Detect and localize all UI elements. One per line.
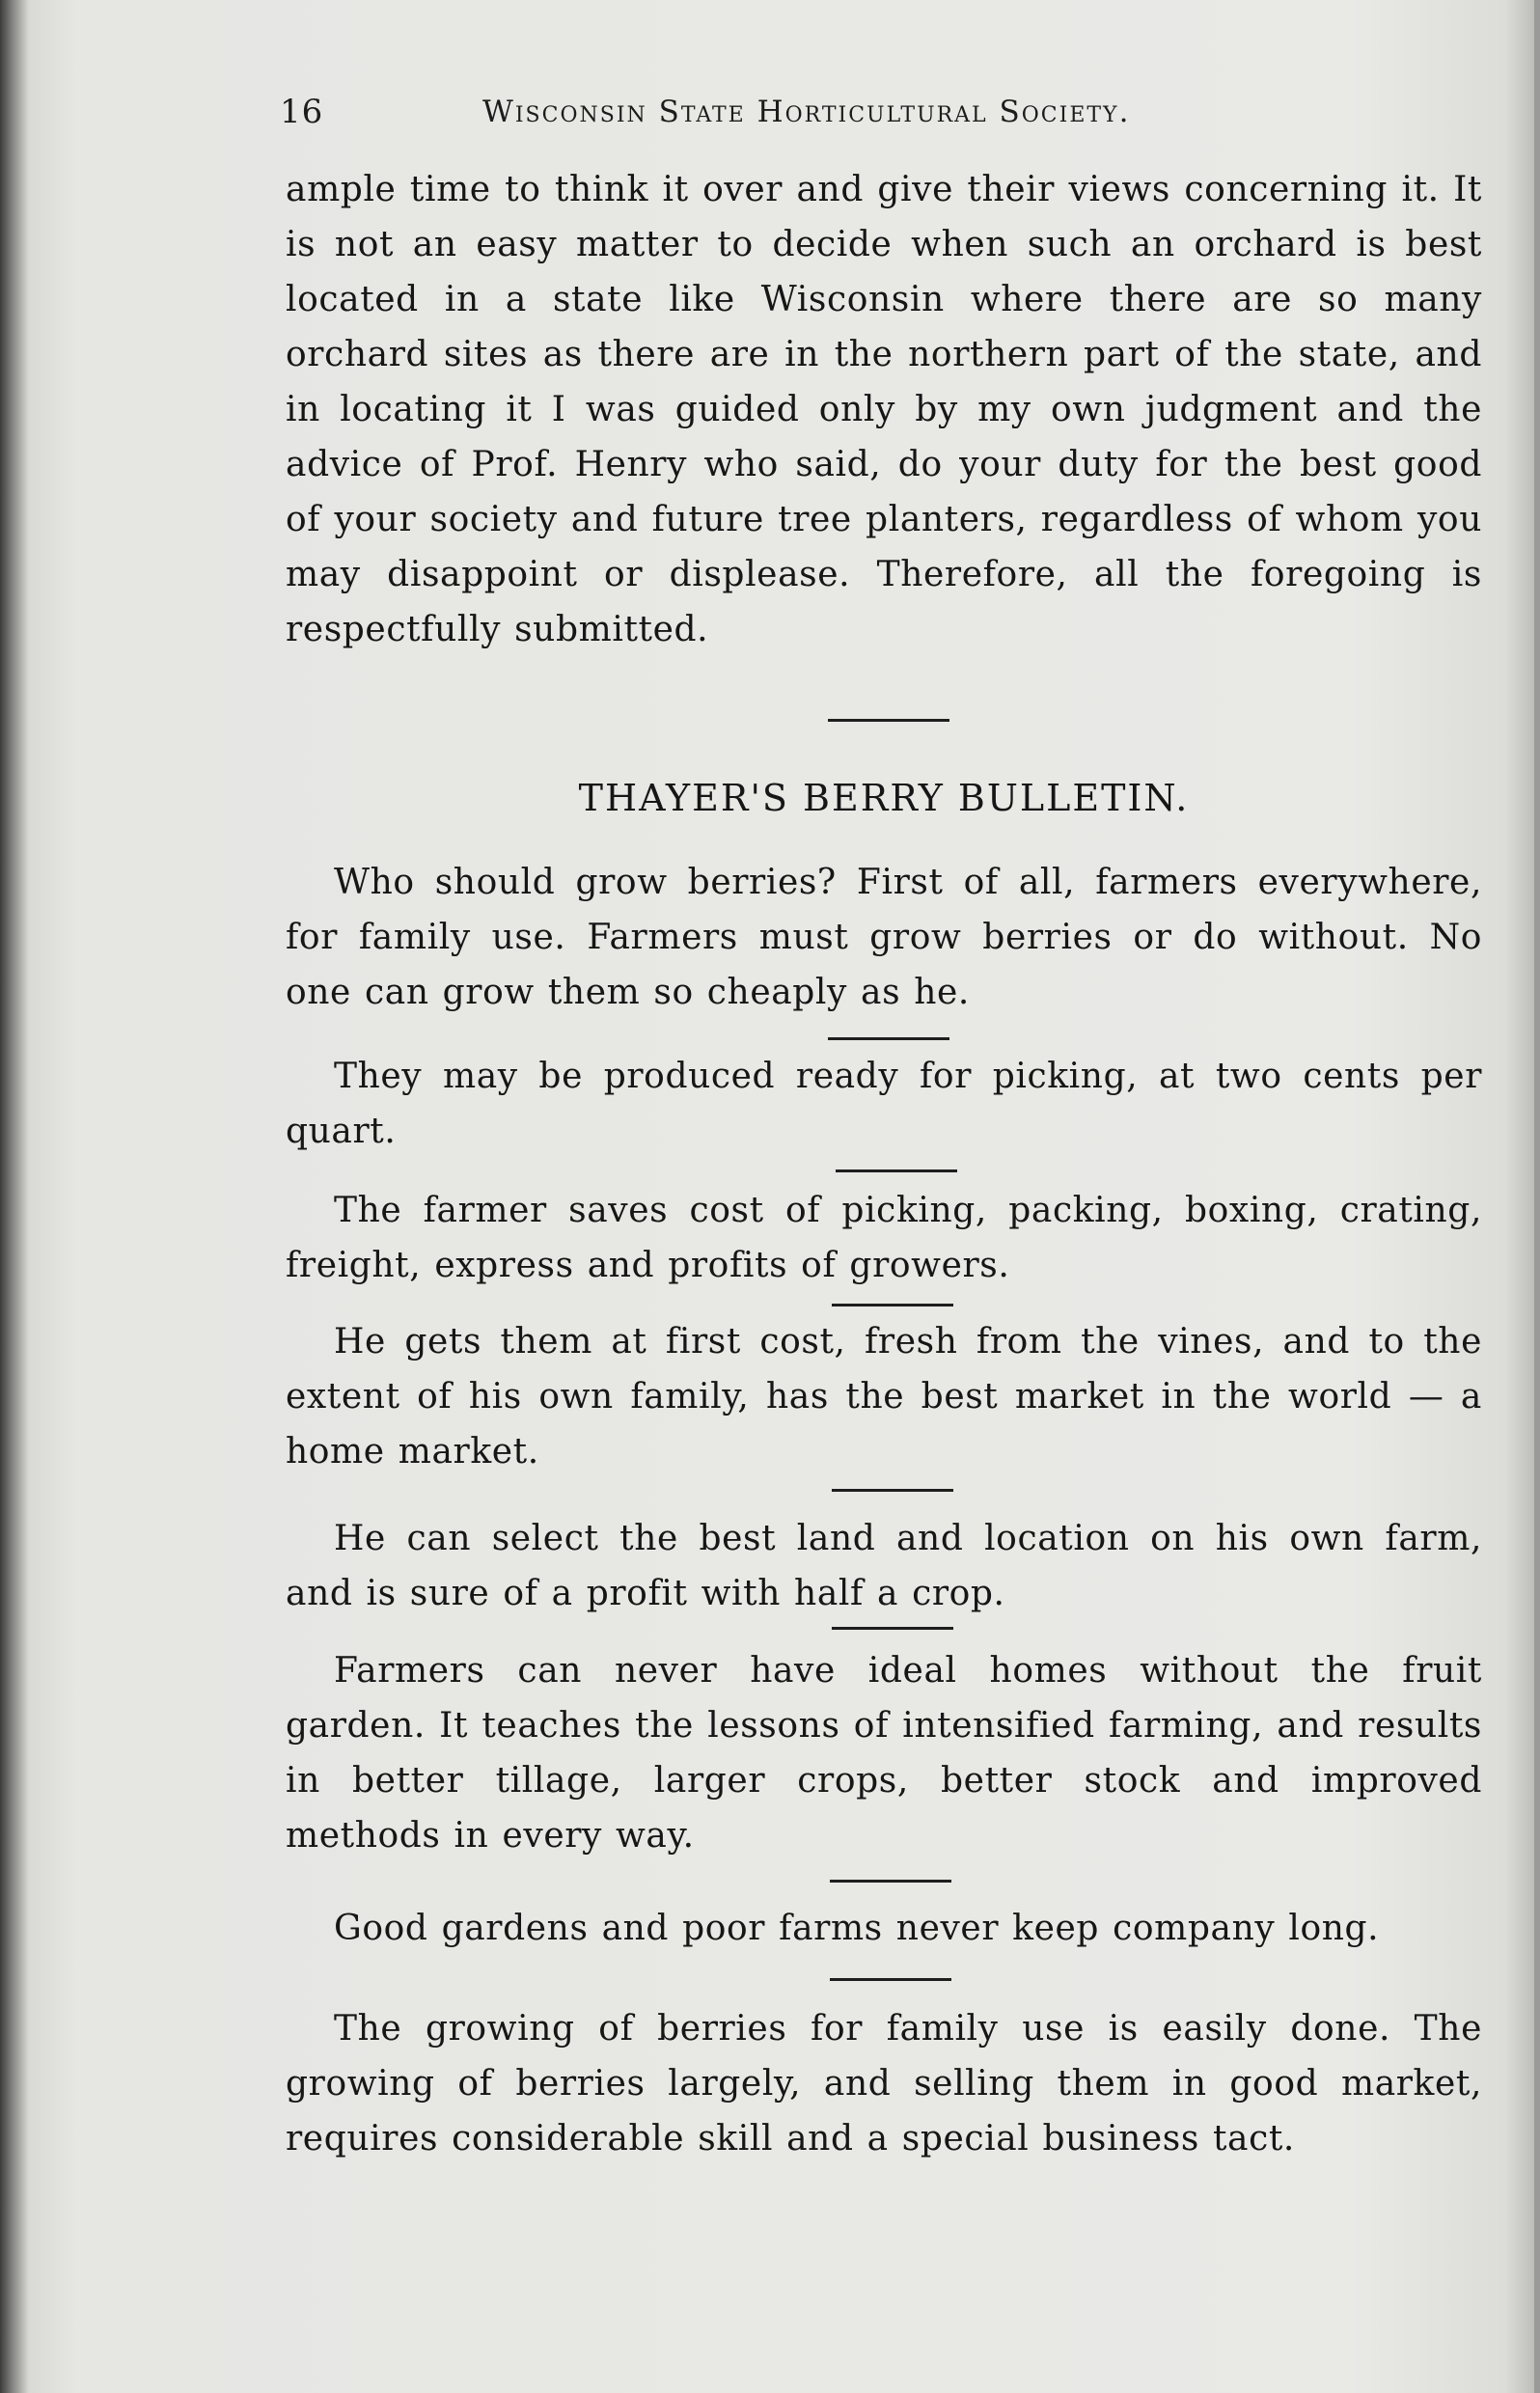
page-number: 16: [280, 93, 324, 131]
paragraph-7: Good gardens and poor farms never keep company long.: [334, 1909, 1380, 1948]
paragraph-8: The growing of berries for family use is easily done. The growing of berries largely, and selling them in good market, requires considerable skill and a special business tact.: [286, 2009, 1482, 2159]
paragraph-4: He gets them at first cost, fresh from the vines, and to the extent of his own family, has the best market in the world — a home market.: [286, 1322, 1482, 1472]
paragraph-divider: [832, 1627, 953, 1630]
paragraph-5: He can select the best land and location on his own farm, and is sure of a profit with half a crop.: [286, 1519, 1482, 1613]
paragraph-divider: [836, 1169, 957, 1172]
paragraph-divider: [830, 1880, 951, 1883]
page-header: [280, 93, 1283, 141]
running-title: Wisconsin State Horticultural Society.: [482, 95, 1131, 129]
paragraph-divider: [832, 1304, 953, 1307]
article-title: THAYER'S BERRY BULLETIN.: [578, 777, 1190, 819]
paragraph-divider: [832, 1489, 953, 1492]
paragraph-1: Who should grow berries? First of all, farmers everywhere, for family use. Farmers must grow berries or do without. No one can grow them so cheaply as he.: [286, 863, 1482, 1012]
paragraph-3: The farmer saves cost of picking, packing, boxing, crating, freight, express and profits of growers.: [286, 1191, 1482, 1285]
paragraph-divider: [830, 1978, 951, 1981]
paragraph-6: Farmers can never have ideal homes without the fruit garden. It teaches the lessons of intensified farming, and results in better tillage, larger crops, better stock and improved methods in every way.: [286, 1651, 1482, 1856]
section-divider: [828, 719, 949, 722]
page-edge: [1534, 0, 1540, 2393]
paragraph-divider: [828, 1037, 949, 1040]
paragraph-2: They may be produced ready for picking, at two cents per quart.: [286, 1057, 1482, 1151]
intro-paragraph: ample time to think it over and give their views concerning it. It is not an easy matter to decide when such an orchard is best located in a state like Wisconsin where there are so many orchard sites as there are in the northern part of the state, and in locating it I was guided only by my own judgment and the advice of Prof. Henry who said, do your duty for the best good of your society and future tree planters, regardless of whom you may disappoint or displease. Therefore, all the foregoing is respectfully submitted.: [286, 170, 1482, 649]
